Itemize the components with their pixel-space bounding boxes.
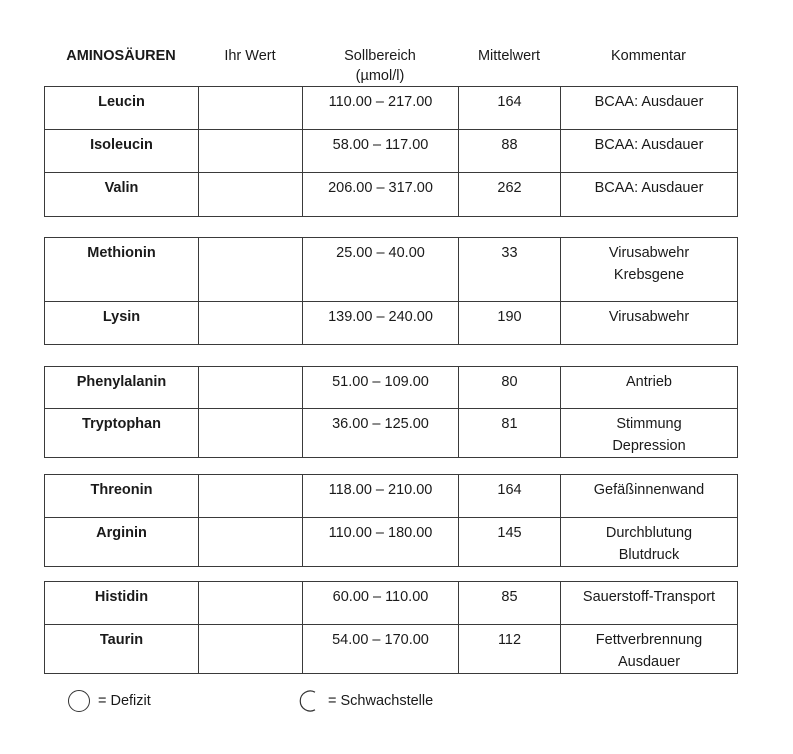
amino-name: Methionin <box>45 238 199 302</box>
target-range: 60.00 – 110.00 <box>303 582 459 625</box>
full-circle-icon <box>68 690 90 712</box>
your-value-cell[interactable] <box>199 409 303 458</box>
mean-value: 88 <box>459 130 561 173</box>
your-value-cell[interactable] <box>199 173 303 217</box>
amino-name: Threonin <box>45 475 199 518</box>
target-range: 139.00 – 240.00 <box>303 302 459 345</box>
amino-name: Taurin <box>45 625 199 674</box>
mean-value: 33 <box>459 238 561 302</box>
table-row <box>45 367 738 409</box>
table-row <box>45 475 738 518</box>
comment <box>561 409 738 458</box>
your-value-cell[interactable] <box>199 238 303 302</box>
target-range: 54.00 – 170.00 <box>303 625 459 674</box>
your-value-cell[interactable] <box>199 475 303 518</box>
amino-name: Valin <box>45 173 199 217</box>
amino-name: Leucin <box>45 87 199 130</box>
your-value-cell[interactable] <box>199 625 303 674</box>
comment-line: Virusabwehr <box>608 309 690 325</box>
target-range: 206.00 – 317.00 <box>303 173 459 217</box>
comment-line: Fettverbrennung <box>595 632 703 648</box>
half-circle-icon <box>298 690 320 712</box>
comment <box>561 367 738 409</box>
table-row <box>45 582 738 625</box>
mean-value: 81 <box>459 409 561 458</box>
comment-line: Blutdruck <box>618 547 680 563</box>
mean-value: 190 <box>459 302 561 345</box>
amino-group-metabolism <box>44 581 738 674</box>
your-value-cell[interactable] <box>199 518 303 567</box>
header-ihr-wert: Ihr Wert <box>224 48 276 64</box>
amino-group-immune <box>44 237 738 345</box>
comment-line: Virusabwehr <box>608 245 690 261</box>
amino-group-vascular <box>44 474 738 567</box>
comment <box>561 238 738 302</box>
comment-line: Ausdauer <box>617 654 681 670</box>
mean-value: 80 <box>459 367 561 409</box>
mean-value: 164 <box>459 87 561 130</box>
table-header <box>44 46 737 86</box>
comment-line: BCAA: Ausdauer <box>594 137 704 153</box>
legend-weakness <box>298 688 433 714</box>
table-row <box>45 518 738 567</box>
mean-value: 145 <box>459 518 561 567</box>
your-value-cell[interactable] <box>199 582 303 625</box>
mean-value: 164 <box>459 475 561 518</box>
legend-deficit-label: = Defizit <box>98 693 151 709</box>
mean-value: 112 <box>459 625 561 674</box>
table-row <box>45 130 738 173</box>
comment <box>561 518 738 567</box>
amino-name: Tryptophan <box>45 409 199 458</box>
amino-name: Isoleucin <box>45 130 199 173</box>
target-range: 25.00 – 40.00 <box>303 238 459 302</box>
your-value-cell[interactable] <box>199 87 303 130</box>
comment-line: Durchblutung <box>605 525 693 541</box>
legend-weakness-label: = Schwachstelle <box>328 693 434 709</box>
amino-group-bcaa <box>44 86 738 217</box>
table-row <box>45 87 738 130</box>
comment <box>561 475 738 518</box>
table-row <box>45 302 738 345</box>
table-row <box>45 625 738 674</box>
header-sollbereich-unit: (µmol/l) <box>355 68 405 84</box>
your-value-cell[interactable] <box>199 302 303 345</box>
amino-name: Phenylalanin <box>45 367 199 409</box>
amino-group-mood <box>44 366 738 458</box>
mean-value: 85 <box>459 582 561 625</box>
comment <box>561 582 738 625</box>
amino-name: Arginin <box>45 518 199 567</box>
target-range: 118.00 – 210.00 <box>303 475 459 518</box>
comment-line: Stimmung <box>616 416 682 432</box>
table-row <box>45 238 738 302</box>
header-sollbereich-label: Sollbereich <box>344 48 416 64</box>
header-aminosaeuren: AMINOSÄUREN <box>66 48 176 64</box>
target-range: 51.00 – 109.00 <box>303 367 459 409</box>
target-range: 110.00 – 180.00 <box>303 518 459 567</box>
comment <box>561 130 738 173</box>
comment-line: BCAA: Ausdauer <box>594 180 704 196</box>
table-row <box>45 409 738 458</box>
comment <box>561 173 738 217</box>
comment-line: Antrieb <box>626 374 672 390</box>
header-mittelwert: Mittelwert <box>477 48 541 64</box>
target-range: 58.00 – 117.00 <box>303 130 459 173</box>
amino-name: Lysin <box>45 302 199 345</box>
comment-line: Sauerstoff-Transport <box>582 589 716 605</box>
mean-value: 262 <box>459 173 561 217</box>
amino-name: Histidin <box>45 582 199 625</box>
comment-line: BCAA: Ausdauer <box>594 94 704 110</box>
header-sollbereich <box>302 46 458 86</box>
comment <box>561 87 738 130</box>
legend-deficit <box>68 688 151 714</box>
comment-line: Krebsgene <box>613 267 685 283</box>
your-value-cell[interactable] <box>199 130 303 173</box>
comment-line: Gefäßinnenwand <box>593 482 705 498</box>
header-kommentar: Kommentar <box>611 48 686 64</box>
target-range: 110.00 – 217.00 <box>303 87 459 130</box>
comment <box>561 625 738 674</box>
your-value-cell[interactable] <box>199 367 303 409</box>
table-row <box>45 173 738 217</box>
comment-line: Depression <box>612 438 686 454</box>
comment <box>561 302 738 345</box>
target-range: 36.00 – 125.00 <box>303 409 459 458</box>
